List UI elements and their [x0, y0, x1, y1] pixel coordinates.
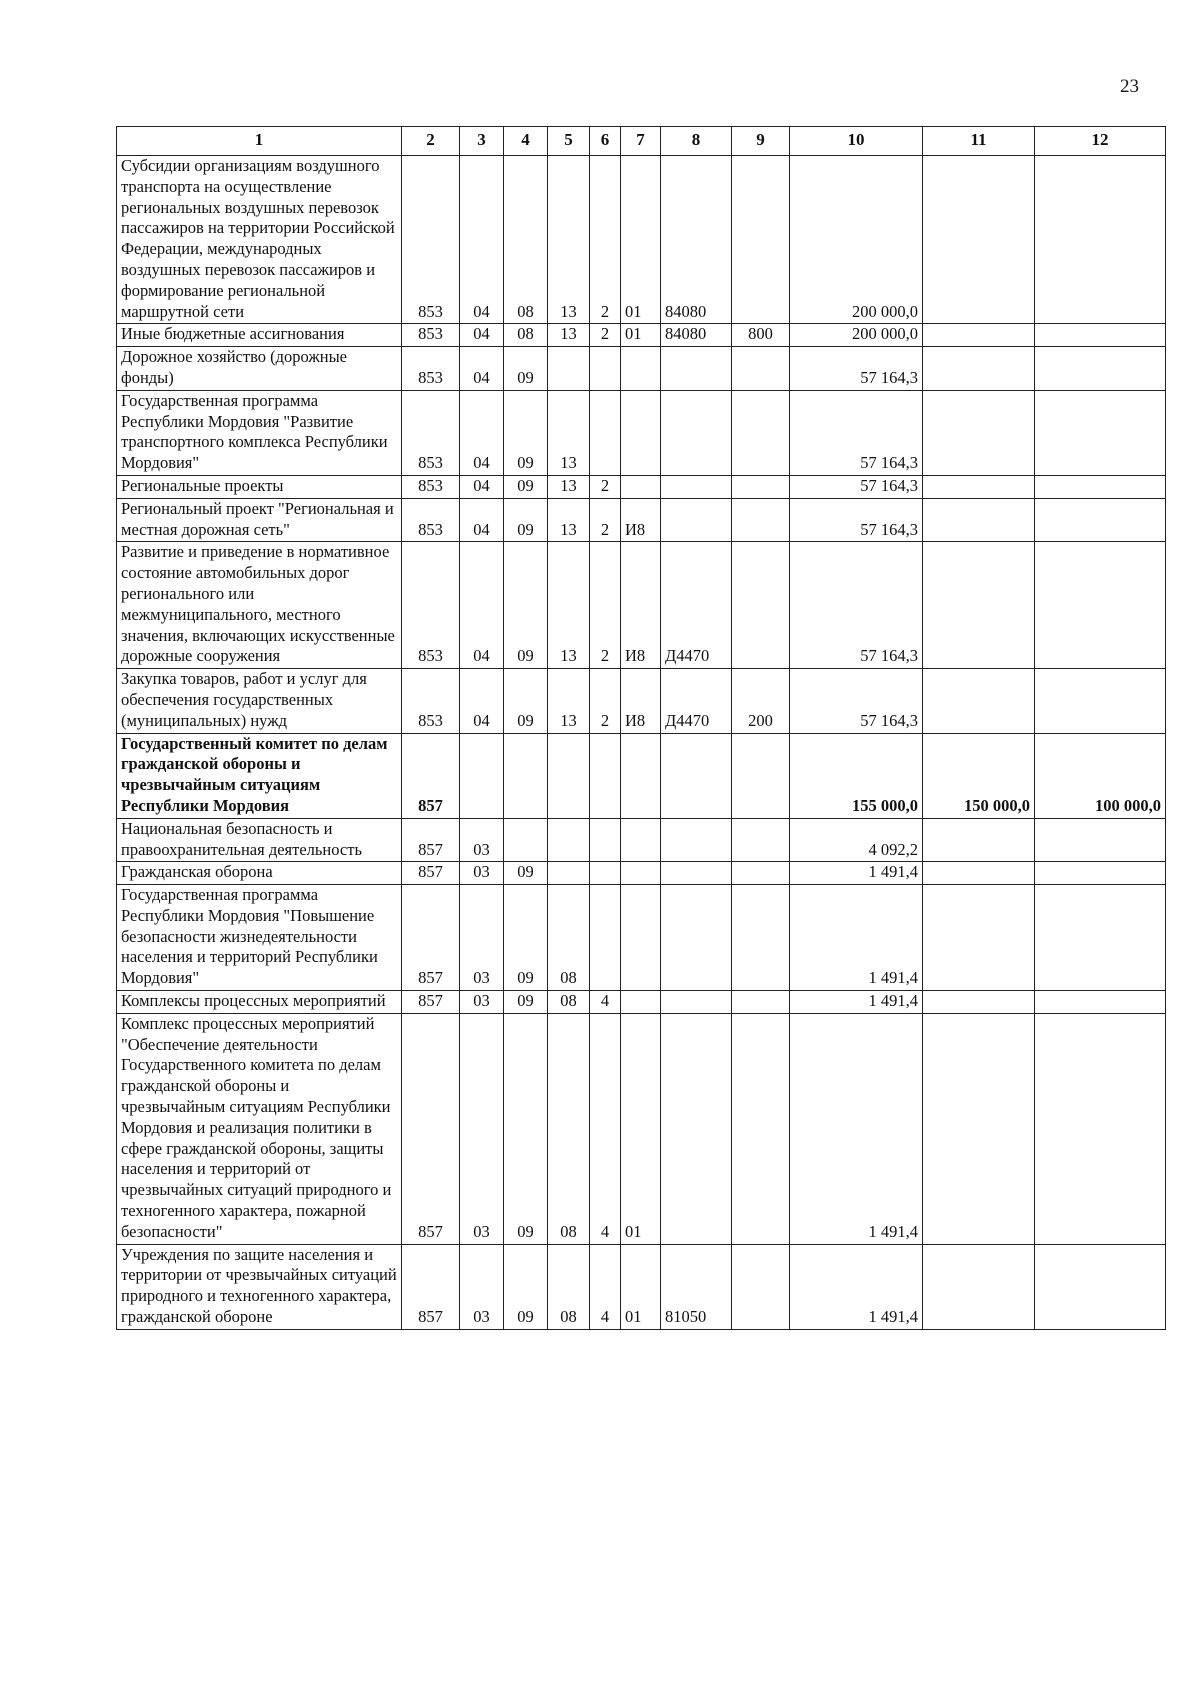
row-name: Государственная программа Республики Мордовия "Повышение безопасности жизнедеятельности населения и территорий Республики Мордовия" — [117, 885, 402, 991]
row-col-6 — [590, 733, 621, 818]
row-col-2: 853 — [402, 669, 460, 733]
table-row — [117, 156, 1166, 324]
row-col-6: 2 — [590, 475, 621, 498]
row-col-2: 857 — [402, 1244, 460, 1329]
row-col-12 — [1035, 669, 1166, 733]
row-col-7 — [621, 991, 661, 1014]
row-col-4: 09 — [504, 1244, 548, 1329]
row-col-11 — [923, 1244, 1035, 1329]
row-name: Государственный комитет по делам гражданской обороны и чрезвычайным ситуациям Республики Мордовия — [117, 733, 402, 818]
table-row — [117, 818, 1166, 862]
row-col-11 — [923, 818, 1035, 862]
header-col-4: 4 — [504, 127, 548, 156]
table-row — [117, 475, 1166, 498]
row-col-2: 857 — [402, 818, 460, 862]
row-col-4: 09 — [504, 475, 548, 498]
row-col-10: 57 164,3 — [790, 390, 923, 475]
row-col-11 — [923, 347, 1035, 391]
table-row — [117, 542, 1166, 669]
row-col-3: 04 — [460, 390, 504, 475]
row-col-10: 4 092,2 — [790, 818, 923, 862]
header-col-1: 1 — [117, 127, 402, 156]
row-col-11 — [923, 885, 1035, 991]
row-col-3: 04 — [460, 475, 504, 498]
row-col-12: 100 000,0 — [1035, 733, 1166, 818]
row-col-4: 09 — [504, 390, 548, 475]
header-col-7: 7 — [621, 127, 661, 156]
row-name: Иные бюджетные ассигнования — [117, 324, 402, 347]
row-col-4: 09 — [504, 347, 548, 391]
row-col-7: И8 — [621, 542, 661, 669]
row-col-12 — [1035, 1013, 1166, 1244]
row-col-11 — [923, 390, 1035, 475]
row-col-6 — [590, 347, 621, 391]
header-col-8: 8 — [661, 127, 732, 156]
row-col-11 — [923, 498, 1035, 542]
row-col-5: 13 — [548, 669, 590, 733]
row-col-9 — [732, 885, 790, 991]
row-col-2: 853 — [402, 475, 460, 498]
row-col-8: Д4470 — [661, 542, 732, 669]
row-col-7: 01 — [621, 324, 661, 347]
budget-table — [116, 126, 1166, 1330]
table-row — [117, 885, 1166, 991]
row-name: Закупка товаров, работ и услуг для обеспечения государственных (муниципальных) нужд — [117, 669, 402, 733]
row-col-10: 57 164,3 — [790, 498, 923, 542]
row-col-4: 09 — [504, 542, 548, 669]
row-col-5: 08 — [548, 991, 590, 1014]
row-col-6: 2 — [590, 498, 621, 542]
row-col-10: 57 164,3 — [790, 542, 923, 669]
row-col-10: 1 491,4 — [790, 1013, 923, 1244]
row-col-12 — [1035, 818, 1166, 862]
row-col-3: 04 — [460, 347, 504, 391]
row-name: Гражданская оборона — [117, 862, 402, 885]
row-name: Комплекс процессных мероприятий "Обеспечение деятельности Государственного комитета по делам гражданской обороны и чрезвычайным ситуациям Республики Мордовия и реализация политики в сфере гражданской обороны, защиты населения и территорий от чрезвычайных ситуаций природного и техногенного характера, пожарной безопасности" — [117, 1013, 402, 1244]
table-row — [117, 669, 1166, 733]
row-col-4 — [504, 818, 548, 862]
row-col-12 — [1035, 991, 1166, 1014]
row-col-5 — [548, 733, 590, 818]
row-col-8 — [661, 818, 732, 862]
row-col-7: 01 — [621, 156, 661, 324]
row-col-7 — [621, 885, 661, 991]
row-col-3: 04 — [460, 498, 504, 542]
table-row — [117, 390, 1166, 475]
row-col-10: 1 491,4 — [790, 1244, 923, 1329]
row-col-8 — [661, 733, 732, 818]
row-col-12 — [1035, 156, 1166, 324]
row-col-11 — [923, 475, 1035, 498]
row-col-3: 03 — [460, 885, 504, 991]
row-col-5: 13 — [548, 542, 590, 669]
row-col-9 — [732, 156, 790, 324]
row-col-4: 08 — [504, 156, 548, 324]
row-col-10: 1 491,4 — [790, 885, 923, 991]
row-col-8 — [661, 390, 732, 475]
row-col-6: 2 — [590, 156, 621, 324]
row-col-3: 03 — [460, 1244, 504, 1329]
row-col-5: 08 — [548, 1244, 590, 1329]
table-row — [117, 347, 1166, 391]
table-row — [117, 733, 1166, 818]
header-col-5: 5 — [548, 127, 590, 156]
row-col-5: 13 — [548, 498, 590, 542]
row-name: Учреждения по защите населения и территории от чрезвычайных ситуаций природного и техногенного характера, гражданской обороне — [117, 1244, 402, 1329]
table-row — [117, 1244, 1166, 1329]
row-col-12 — [1035, 390, 1166, 475]
row-col-9 — [732, 347, 790, 391]
row-name: Развитие и приведение в нормативное состояние автомобильных дорог регионального или межмуниципального, местного значения, включающих искусственные дорожные сооружения — [117, 542, 402, 669]
row-col-4: 09 — [504, 669, 548, 733]
row-col-11 — [923, 991, 1035, 1014]
row-col-8: 84080 — [661, 324, 732, 347]
row-col-3: 04 — [460, 542, 504, 669]
row-col-2: 857 — [402, 862, 460, 885]
row-col-7: 01 — [621, 1244, 661, 1329]
row-col-3: 03 — [460, 991, 504, 1014]
row-col-9 — [732, 733, 790, 818]
table-row — [117, 324, 1166, 347]
header-col-6: 6 — [590, 127, 621, 156]
table-row — [117, 862, 1166, 885]
row-col-11 — [923, 324, 1035, 347]
row-col-10: 1 491,4 — [790, 991, 923, 1014]
header-col-2: 2 — [402, 127, 460, 156]
row-col-7: 01 — [621, 1013, 661, 1244]
header-col-10: 10 — [790, 127, 923, 156]
row-col-7 — [621, 475, 661, 498]
row-col-4: 09 — [504, 498, 548, 542]
row-col-11: 150 000,0 — [923, 733, 1035, 818]
row-name: Дорожное хозяйство (дорожные фонды) — [117, 347, 402, 391]
row-col-9 — [732, 542, 790, 669]
row-col-9 — [732, 475, 790, 498]
row-col-10: 200 000,0 — [790, 324, 923, 347]
row-col-2: 857 — [402, 1013, 460, 1244]
row-col-3: 04 — [460, 156, 504, 324]
row-col-8 — [661, 885, 732, 991]
row-col-10: 200 000,0 — [790, 156, 923, 324]
row-col-8 — [661, 991, 732, 1014]
header-col-11: 11 — [923, 127, 1035, 156]
row-col-3: 03 — [460, 862, 504, 885]
row-col-7 — [621, 347, 661, 391]
row-col-6 — [590, 885, 621, 991]
row-col-2: 853 — [402, 498, 460, 542]
row-col-11 — [923, 542, 1035, 669]
header-col-12: 12 — [1035, 127, 1166, 156]
row-col-8 — [661, 862, 732, 885]
row-col-6: 2 — [590, 669, 621, 733]
row-col-8: 84080 — [661, 156, 732, 324]
table-header — [117, 127, 1166, 156]
row-col-6 — [590, 862, 621, 885]
row-col-10: 57 164,3 — [790, 475, 923, 498]
row-col-10: 155 000,0 — [790, 733, 923, 818]
row-col-6 — [590, 390, 621, 475]
row-col-5 — [548, 862, 590, 885]
row-col-4: 08 — [504, 324, 548, 347]
row-col-12 — [1035, 542, 1166, 669]
row-col-9 — [732, 1013, 790, 1244]
row-col-7 — [621, 862, 661, 885]
row-col-12 — [1035, 475, 1166, 498]
row-col-10: 57 164,3 — [790, 347, 923, 391]
row-col-5 — [548, 347, 590, 391]
row-col-11 — [923, 862, 1035, 885]
row-col-5: 08 — [548, 885, 590, 991]
row-col-2: 857 — [402, 991, 460, 1014]
row-col-5: 13 — [548, 475, 590, 498]
page-number: 23 — [1120, 76, 1139, 97]
row-col-2: 853 — [402, 390, 460, 475]
row-col-2: 853 — [402, 156, 460, 324]
row-col-6: 2 — [590, 542, 621, 669]
row-col-7 — [621, 818, 661, 862]
row-col-9: 200 — [732, 669, 790, 733]
row-col-4: 09 — [504, 862, 548, 885]
row-col-11 — [923, 1013, 1035, 1244]
row-col-3: 04 — [460, 324, 504, 347]
row-col-2: 853 — [402, 347, 460, 391]
row-col-2: 857 — [402, 885, 460, 991]
row-col-9 — [732, 390, 790, 475]
table-row — [117, 991, 1166, 1014]
row-name: Региональные проекты — [117, 475, 402, 498]
row-col-3 — [460, 733, 504, 818]
row-name: Региональный проект "Региональная и местная дорожная сеть" — [117, 498, 402, 542]
row-col-2: 853 — [402, 542, 460, 669]
row-col-6: 4 — [590, 1013, 621, 1244]
header-row — [117, 127, 1166, 156]
row-col-8 — [661, 1013, 732, 1244]
row-col-9 — [732, 991, 790, 1014]
row-col-11 — [923, 156, 1035, 324]
row-col-8 — [661, 347, 732, 391]
row-col-11 — [923, 669, 1035, 733]
row-col-9 — [732, 1244, 790, 1329]
row-col-7: И8 — [621, 498, 661, 542]
table-body — [117, 156, 1166, 1330]
row-col-9 — [732, 498, 790, 542]
row-name: Субсидии организациям воздушного транспорта на осуществление региональных воздушных перевозок пассажиров на территории Российской Федерации, международных воздушных перевозок пассажиров и формирование региональной маршрутной сети — [117, 156, 402, 324]
row-col-6: 4 — [590, 1244, 621, 1329]
row-col-10: 57 164,3 — [790, 669, 923, 733]
row-col-5: 13 — [548, 156, 590, 324]
row-col-7: И8 — [621, 669, 661, 733]
row-col-4: 09 — [504, 991, 548, 1014]
row-col-12 — [1035, 324, 1166, 347]
row-col-6 — [590, 818, 621, 862]
row-col-12 — [1035, 1244, 1166, 1329]
row-col-9 — [732, 818, 790, 862]
row-col-4: 09 — [504, 885, 548, 991]
row-name: Государственная программа Республики Мордовия "Развитие транспортного комплекса Республики Мордовия" — [117, 390, 402, 475]
row-col-5: 08 — [548, 1013, 590, 1244]
row-col-12 — [1035, 885, 1166, 991]
row-col-5: 13 — [548, 324, 590, 347]
row-col-3: 03 — [460, 818, 504, 862]
row-col-8 — [661, 475, 732, 498]
row-col-9: 800 — [732, 324, 790, 347]
row-name: Национальная безопасность и правоохранительная деятельность — [117, 818, 402, 862]
row-col-6: 4 — [590, 991, 621, 1014]
row-col-4: 09 — [504, 1013, 548, 1244]
row-col-7 — [621, 733, 661, 818]
row-col-8: 81050 — [661, 1244, 732, 1329]
row-col-8 — [661, 498, 732, 542]
row-col-12 — [1035, 347, 1166, 391]
row-col-6: 2 — [590, 324, 621, 347]
row-col-12 — [1035, 498, 1166, 542]
header-col-3: 3 — [460, 127, 504, 156]
row-col-5 — [548, 818, 590, 862]
row-col-4 — [504, 733, 548, 818]
row-col-2: 853 — [402, 324, 460, 347]
row-col-2: 857 — [402, 733, 460, 818]
row-col-12 — [1035, 862, 1166, 885]
row-col-8: Д4470 — [661, 669, 732, 733]
table-row — [117, 1013, 1166, 1244]
row-col-3: 04 — [460, 669, 504, 733]
row-col-7 — [621, 390, 661, 475]
row-name: Комплексы процессных мероприятий — [117, 991, 402, 1014]
row-col-10: 1 491,4 — [790, 862, 923, 885]
row-col-9 — [732, 862, 790, 885]
row-col-5: 13 — [548, 390, 590, 475]
row-col-3: 03 — [460, 1013, 504, 1244]
header-col-9: 9 — [732, 127, 790, 156]
table-row — [117, 498, 1166, 542]
